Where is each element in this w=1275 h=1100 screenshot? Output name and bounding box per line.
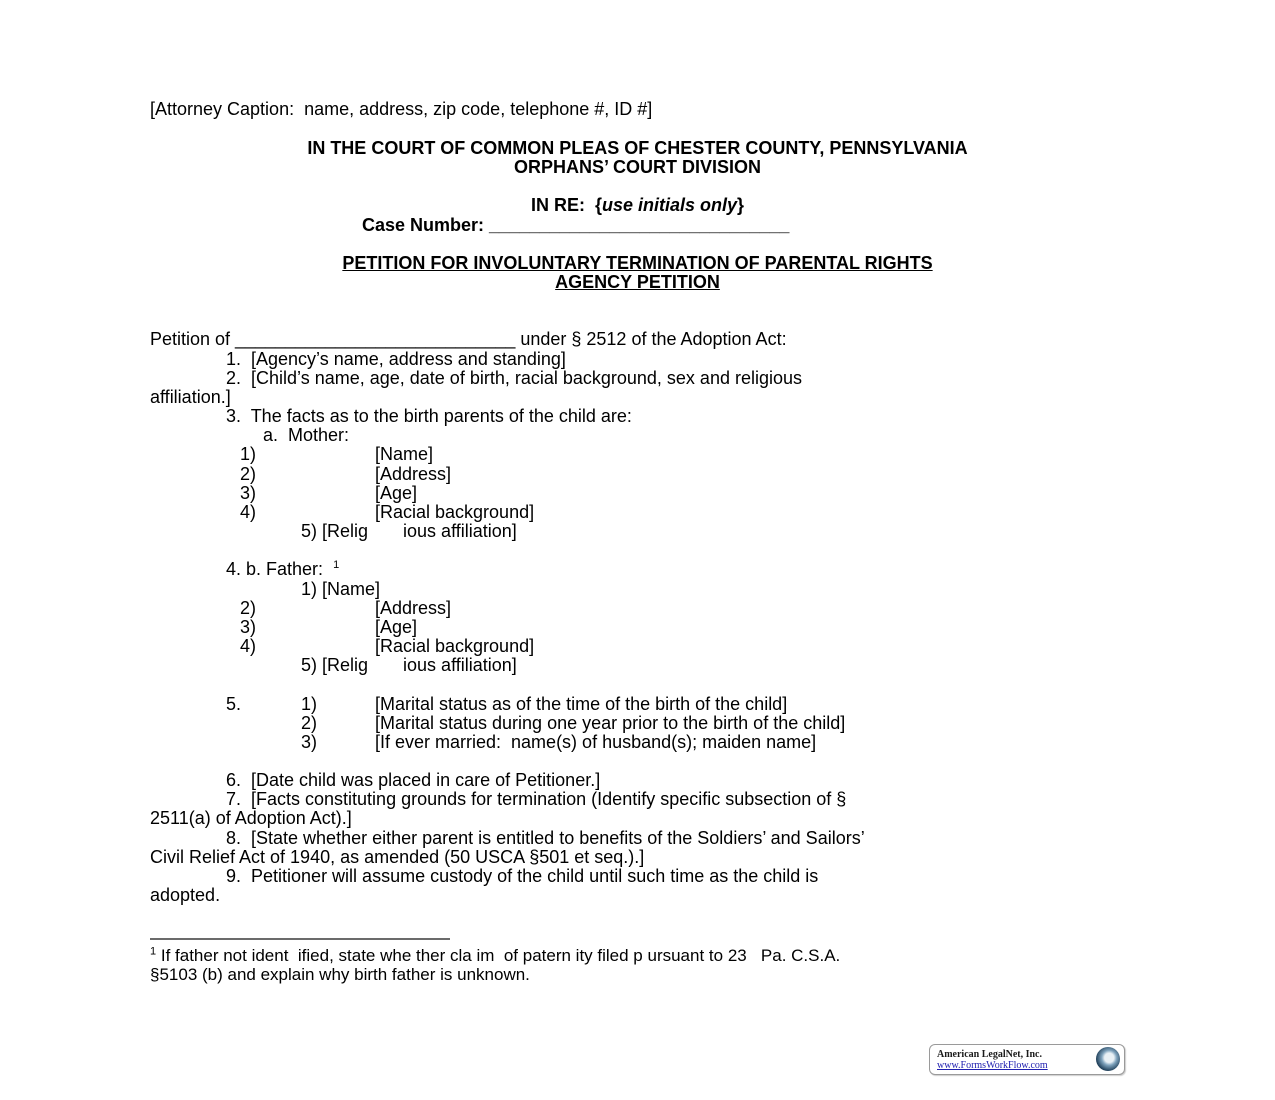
item-9-cont: adopted. [150,885,221,905]
mother-row-text: [Address] [375,464,452,484]
mother-row-num: 1) [240,444,257,464]
father-heading: 4. b. Father: $^1$ [226,559,340,579]
item-7: 7. [Facts constituting grounds for termination (Identify specific subsection of § [226,789,847,809]
item-6: 6. [Date child was placed in care of Petitioner.] [226,770,601,790]
item-2-cont: affiliation.] [150,387,231,407]
mother-heading: a. Mother: [263,425,350,445]
case-number-field: ______________________________ [489,215,790,235]
in-re-label: IN RE: { [530,195,602,215]
item-5-row-text: [Marital status during one year prior to the birth of the child] [375,713,846,733]
item-7-cont: 2511(a) of Adoption Act).] [150,808,352,828]
item-5-row-num: 2) [301,713,318,733]
footnote-line-2: §5103 (b) and explain why birth father is unknown. [150,965,530,984]
in-re-close: } [737,195,745,215]
footnote-separator [150,938,450,940]
court-division: ORPHANS’ COURT DIVISION [513,157,762,177]
father-row-text: [Racial background] [375,636,535,656]
father-row-5: 5) [Relig ious affiliation] [301,655,517,675]
publisher-logo[interactable] [929,1044,1125,1075]
item-8-cont: Civil Relief Act of 1940, as amended (50 USCA §501 et seq.).] [150,847,645,867]
mother-row-text: [Racial background] [375,502,535,522]
globe-icon [1096,1047,1120,1071]
father-row-text: [Address] [375,598,452,618]
case-number-line [362,215,789,235]
court-name: IN THE COURT OF COMMON PLEAS OF CHESTER COUNTY, PENNSYLVANIA [307,138,968,158]
case-number-label: Case Number: [362,215,490,235]
father-row-num: 4) [240,636,257,656]
item-5-row-text: [Marital status as of the time of the birth of the child] [375,694,788,714]
in-re-line [0,195,1275,215]
father-row-num: 3) [240,617,257,637]
item-1: 1. [Agency’s name, address and standing] [226,349,566,369]
footnote-ref[interactable]: 1 [333,559,340,571]
mother-row-num: 3) [240,483,257,503]
item-5-row-text: [If ever married: name(s) of husband(s); maiden name] [375,732,817,752]
footnote-line-1: $^1$ If father not ident ified, state whe ther cla im of patern ity filed p ursuant to 23 Pa. C.S.A. [150,945,841,965]
logo-url-link[interactable]: www.FormsWorkFlow.com [937,1060,1048,1071]
father-row-1: 1) [Name] [301,579,381,599]
father-row-num: 2) [240,598,257,618]
item-5-num: 5. [226,694,242,714]
mother-row-text: [Name] [375,444,434,464]
mother-row-5: 5) [Relig ious affiliation] [301,521,517,541]
mother-row-num: 2) [240,464,257,484]
item-9: 9. Petitioner will assume custody of the child until such time as the child is [226,866,819,886]
petition-title: PETITION FOR INVOLUNTARY TERMINATION OF PARENTAL RIGHTS [342,253,933,273]
footnote-marker: 1 [150,945,157,958]
mother-row-num: 4) [240,502,257,522]
mother-row-text: [Age] [375,483,418,503]
item-3: 3. The facts as to the birth parents of the child are: [226,406,632,426]
item-8: 8. [State whether either parent is entitled to benefits of the Soldiers’ and Sailors’ [226,828,865,848]
logo-company-name: American LegalNet, Inc. [937,1049,1042,1060]
attorney-caption: [Attorney Caption: name, address, zip code, telephone #, ID #] [150,99,653,119]
father-row-text: [Age] [375,617,418,637]
in-re-value: use initials only [601,195,738,215]
item-5-row-num: 1) [301,694,318,714]
petition-subtitle: AGENCY PETITION [555,272,720,292]
petition-of-line: Petition of ____________________________ under § 2512 of the Adoption Act: [150,329,787,349]
item-2: 2. [Child’s name, age, date of birth, racial background, sex and religious [226,368,802,388]
item-5-row-num: 3) [301,732,318,752]
